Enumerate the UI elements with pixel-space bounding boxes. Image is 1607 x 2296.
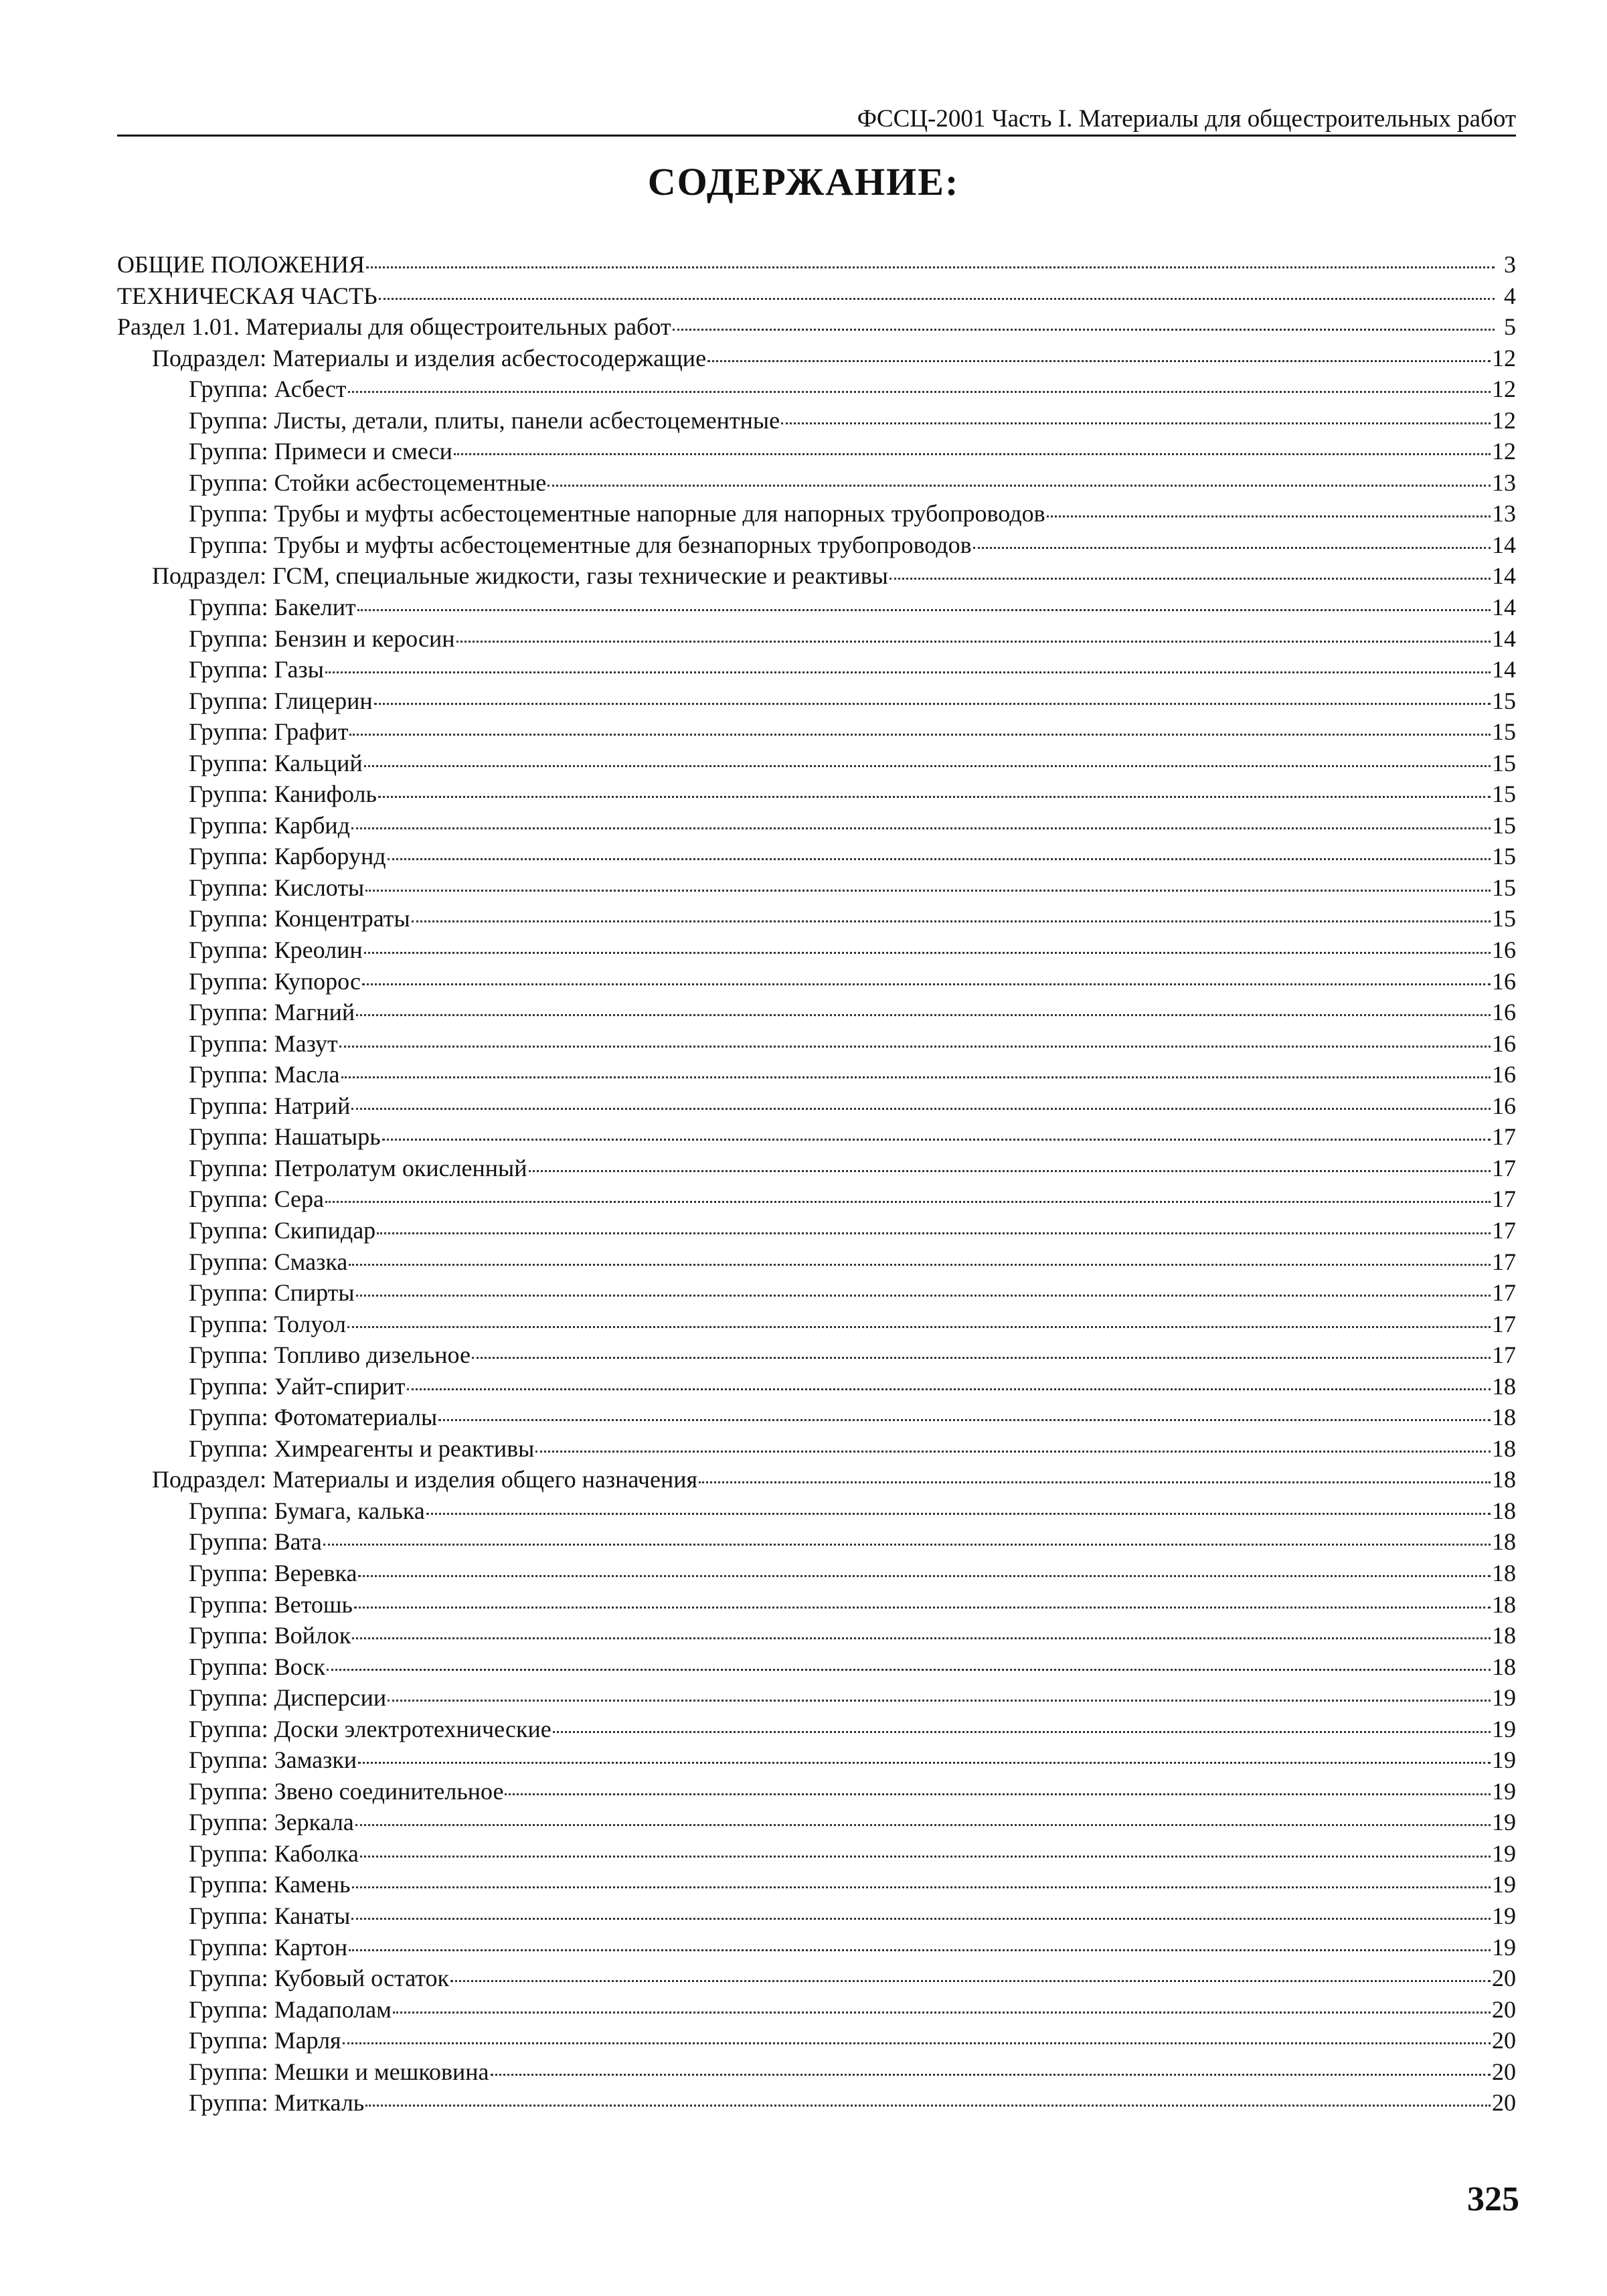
dot-leader xyxy=(343,2042,1491,2044)
toc-entry[interactable] xyxy=(117,1900,1516,1932)
toc-entry-page: 15 xyxy=(1492,781,1516,808)
toc-entry-label: Группа: Топливо дизельное xyxy=(189,1341,471,1369)
toc-entry-label: Группа: Звено соединительное xyxy=(189,1777,504,1805)
toc-entry[interactable] xyxy=(117,1464,1516,1495)
dot-leader xyxy=(323,1544,1491,1546)
dot-leader xyxy=(349,1264,1491,1266)
toc-entry[interactable] xyxy=(117,1526,1516,1558)
dot-leader xyxy=(349,734,1491,736)
toc-entry-page: 20 xyxy=(1492,1995,1516,2023)
dot-leader xyxy=(366,266,1495,268)
dot-leader xyxy=(347,1326,1491,1328)
dot-leader xyxy=(355,1824,1491,1826)
toc-entry-label: Группа: Мадаполам xyxy=(189,1995,392,2023)
toc-entry-page: 20 xyxy=(1492,2027,1516,2054)
toc-entry[interactable] xyxy=(117,592,1516,623)
toc-entry[interactable] xyxy=(117,1620,1516,1651)
toc-entry-page: 12 xyxy=(1492,406,1516,434)
toc-entry[interactable] xyxy=(117,1994,1516,2026)
toc-entry-page: 17 xyxy=(1492,1279,1516,1307)
dot-leader xyxy=(365,890,1491,892)
toc-entry[interactable] xyxy=(117,1246,1516,1278)
toc-entry[interactable] xyxy=(117,1651,1516,1683)
toc-entry[interactable] xyxy=(117,654,1516,685)
dot-leader xyxy=(673,329,1495,331)
toc-entry-label: Подраздел: Материалы и изделия асбестосодержащие xyxy=(152,344,707,372)
dot-leader xyxy=(529,1170,1491,1172)
toc-entry[interactable] xyxy=(117,966,1516,997)
toc-entry-page: 18 xyxy=(1492,1434,1516,1462)
toc-entry-page: 18 xyxy=(1492,1622,1516,1649)
toc-entry-label: Группа: Кальций xyxy=(189,749,363,776)
toc-entry-label: Группа: Канифоль xyxy=(189,781,377,808)
toc-entry-page: 18 xyxy=(1492,1466,1516,1493)
toc-entry-label: Подраздел: ГСМ, специальные жидкости, газы технические и реактивы xyxy=(152,562,888,590)
dot-leader xyxy=(456,641,1491,643)
toc-entry-page: 17 xyxy=(1492,1341,1516,1369)
toc-entry[interactable] xyxy=(117,249,1516,280)
dot-leader xyxy=(348,391,1491,393)
toc-entry-label: Раздел 1.01. Материалы для общестроительных работ xyxy=(117,313,671,341)
dot-leader xyxy=(356,1014,1491,1016)
toc-entry-page: 16 xyxy=(1492,967,1516,995)
toc-entry-page: 12 xyxy=(1492,438,1516,465)
toc-entry-label: Группа: Толуол xyxy=(189,1310,346,1337)
toc-entry[interactable] xyxy=(117,1371,1516,1402)
toc-entry[interactable] xyxy=(117,1714,1516,1745)
dot-leader xyxy=(374,703,1491,705)
toc-entry-page: 20 xyxy=(1492,2089,1516,2117)
page-title: СОДЕРЖАНИЕ: xyxy=(647,160,960,203)
dot-leader xyxy=(393,2012,1491,2014)
dot-leader xyxy=(781,422,1491,424)
toc-entry-label: Группа: Нашатырь xyxy=(189,1123,381,1151)
toc-entry-label: Группа: Химреагенты и реактивы xyxy=(189,1434,535,1462)
toc-entry[interactable] xyxy=(117,1309,1516,1340)
toc-entry[interactable] xyxy=(117,810,1516,841)
dot-leader xyxy=(362,983,1491,985)
dot-leader xyxy=(352,1637,1491,1639)
toc-entry-page: 15 xyxy=(1492,687,1516,714)
toc-entry-label: Группа: Скипидар xyxy=(189,1216,376,1244)
dot-leader xyxy=(365,2105,1491,2107)
toc-entry[interactable] xyxy=(117,997,1516,1028)
toc-entry[interactable] xyxy=(117,1558,1516,1589)
toc-entry-page: 17 xyxy=(1492,1216,1516,1244)
toc-entry-label: Группа: Каболка xyxy=(189,1839,359,1867)
toc-entry-page: 14 xyxy=(1492,625,1516,652)
toc-entry[interactable] xyxy=(117,934,1516,966)
toc-entry-label: Группа: Глицерин xyxy=(189,687,373,714)
toc-entry[interactable] xyxy=(117,374,1516,405)
toc-entry-label: Группа: Смазка xyxy=(189,1248,348,1275)
toc-entry[interactable] xyxy=(117,1744,1516,1776)
toc-entry-label: Группа: Замазки xyxy=(189,1746,357,1774)
toc-entry-label: Группа: Карборунд xyxy=(189,843,386,870)
toc-entry[interactable] xyxy=(117,903,1516,934)
page-number: 325 xyxy=(1467,2180,1519,2218)
toc-entry-page: 17 xyxy=(1492,1154,1516,1181)
toc-entry-label: Группа: Войлок xyxy=(189,1622,351,1649)
toc-entry-page: 18 xyxy=(1492,1404,1516,1431)
toc-entry[interactable] xyxy=(117,1932,1516,1963)
dot-leader xyxy=(407,1388,1491,1390)
toc-entry-label: Группа: Вата xyxy=(189,1528,322,1556)
toc-entry-label: Группа: Купорос xyxy=(189,967,361,995)
toc-entry[interactable] xyxy=(117,716,1516,748)
dot-leader xyxy=(364,952,1491,954)
toc-entry-label: Группа: Камень xyxy=(189,1871,351,1898)
toc-entry-label: Группа: Картон xyxy=(189,1933,348,1961)
toc-entry[interactable] xyxy=(117,1495,1516,1527)
toc-entry-label: Группа: Примеси и смеси xyxy=(189,438,452,465)
toc-entry[interactable] xyxy=(117,685,1516,717)
toc-entry-label: Группа: Веревка xyxy=(189,1559,357,1586)
dot-leader xyxy=(378,796,1491,798)
dot-leader xyxy=(358,1762,1491,1764)
dot-leader xyxy=(1047,515,1491,517)
dot-leader xyxy=(325,1201,1491,1203)
toc-entry[interactable] xyxy=(117,498,1516,529)
toc-entry-page: 19 xyxy=(1492,1684,1516,1712)
toc-entry-page: 15 xyxy=(1492,843,1516,870)
toc-entry[interactable] xyxy=(117,280,1516,312)
toc-entry-page: 15 xyxy=(1492,874,1516,901)
toc-entry-label: Группа: Бензин и керосин xyxy=(189,625,455,652)
toc-entry-label: Группа: Трубы и муфты асбестоцементные напорные для напорных трубопроводов xyxy=(189,500,1045,527)
toc-entry-page: 13 xyxy=(1492,500,1516,527)
toc-entry-label: Группа: Листы, детали, плиты, панели асбестоцементные xyxy=(189,406,780,434)
toc-entry-label: Группа: Магний xyxy=(189,999,355,1026)
toc-entry[interactable] xyxy=(117,1963,1516,1994)
dot-leader xyxy=(351,827,1491,829)
toc-entry-label: Группа: Кубовый остаток xyxy=(189,1965,450,1992)
toc-entry[interactable] xyxy=(117,623,1516,655)
toc-entry-label: Группа: Карбид xyxy=(189,811,350,839)
toc-entry-label: Группа: Петролатум окисленный xyxy=(189,1154,527,1181)
toc-entry[interactable] xyxy=(117,872,1516,904)
toc-entry-page: 12 xyxy=(1492,376,1516,403)
dot-leader xyxy=(890,578,1491,580)
toc-entry-label: Группа: Графит xyxy=(189,718,349,746)
toc-entry-page: 14 xyxy=(1492,531,1516,558)
toc-entry-label: ОБЩИЕ ПОЛОЖЕНИЯ xyxy=(117,251,365,278)
toc-entry-page: 19 xyxy=(1492,1902,1516,1929)
toc-entry-page: 18 xyxy=(1492,1372,1516,1400)
toc-entry-label: Группа: Спирты xyxy=(189,1279,355,1307)
dot-leader xyxy=(553,1731,1491,1733)
toc-entry-label: Группа: Трубы и муфты асбестоцементные для безнапорных трубопроводов xyxy=(189,531,972,558)
toc-entry-page: 14 xyxy=(1492,594,1516,621)
toc-entry-page: 18 xyxy=(1492,1590,1516,1618)
toc-entry[interactable] xyxy=(117,560,1516,592)
toc-entry-page: 16 xyxy=(1492,936,1516,964)
dot-leader xyxy=(379,298,1495,300)
toc-entry-label: Группа: Канаты xyxy=(189,1902,351,1929)
running-header-text: ФССЦ-2001 Часть I. Материалы для общестроительных работ xyxy=(857,105,1516,133)
toc-entry[interactable] xyxy=(117,1776,1516,1807)
toc-entry-label: Группа: Воск xyxy=(189,1653,325,1680)
toc-entry-label: Группа: Асбест xyxy=(189,376,347,403)
toc-entry-page: 15 xyxy=(1492,811,1516,839)
toc-entry[interactable] xyxy=(117,1028,1516,1060)
toc-entry-label: Группа: Бакелит xyxy=(189,594,356,621)
toc-entry-label: Группа: Сера xyxy=(189,1185,324,1213)
toc-entry-label: Группа: Миткаль xyxy=(189,2089,365,2117)
dot-leader xyxy=(388,858,1491,860)
toc-entry-label: Группа: Натрий xyxy=(189,1092,351,1119)
dot-leader xyxy=(699,1481,1491,1483)
toc-entry[interactable] xyxy=(117,529,1516,561)
toc-entry-page: 19 xyxy=(1492,1871,1516,1898)
toc-entry-label: Подраздел: Материалы и изделия общего назначения xyxy=(152,1466,698,1493)
toc-entry[interactable] xyxy=(117,1807,1516,1838)
toc-entry[interactable] xyxy=(117,405,1516,436)
toc-entry[interactable] xyxy=(117,778,1516,810)
toc-entry-page: 5 xyxy=(1504,313,1516,341)
toc-entry-page: 19 xyxy=(1492,1715,1516,1742)
dot-leader xyxy=(327,1669,1491,1671)
dot-leader xyxy=(491,2074,1491,2076)
toc-entry-page: 20 xyxy=(1492,2058,1516,2085)
toc-entry-page: 15 xyxy=(1492,718,1516,746)
toc-entry-page: 17 xyxy=(1492,1248,1516,1275)
toc-entry-page: 4 xyxy=(1504,282,1516,309)
toc-entry[interactable] xyxy=(117,2087,1516,2119)
toc-entry[interactable] xyxy=(117,343,1516,374)
dot-leader xyxy=(505,1793,1491,1795)
toc-entry-label: Группа: Стойки асбестоцементные xyxy=(189,469,547,496)
toc-entry-label: Группа: Марля xyxy=(189,2027,341,2054)
dot-leader xyxy=(360,1856,1491,1858)
toc-entry-page: 14 xyxy=(1492,562,1516,590)
toc-entry[interactable] xyxy=(117,436,1516,467)
toc-entry[interactable] xyxy=(117,748,1516,779)
toc-entry-page: 17 xyxy=(1492,1185,1516,1213)
toc-entry-label: Группа: Фотоматериалы xyxy=(189,1404,438,1431)
toc-entry-page: 16 xyxy=(1492,1061,1516,1088)
toc-entry-label: Группа: Креолин xyxy=(189,936,363,964)
toc-entry[interactable] xyxy=(117,1838,1516,1870)
toc-entry-label: Группа: Уайт-спирит xyxy=(189,1372,406,1400)
dot-leader xyxy=(438,1419,1491,1421)
dot-leader xyxy=(351,1918,1491,1920)
dot-leader xyxy=(364,765,1491,767)
toc-entry-page: 16 xyxy=(1492,1092,1516,1119)
dot-leader xyxy=(707,360,1491,362)
toc-entry[interactable] xyxy=(117,1589,1516,1621)
dot-leader xyxy=(973,547,1491,549)
toc-entry-page: 18 xyxy=(1492,1653,1516,1680)
toc-entry[interactable] xyxy=(117,1153,1516,1184)
toc-entry-label: Группа: Дисперсии xyxy=(189,1684,387,1712)
toc-entry-label: Группа: Мешки и мешковина xyxy=(189,2058,489,2085)
dot-leader xyxy=(341,1076,1491,1078)
dot-leader xyxy=(426,1513,1491,1515)
toc-entry-page: 12 xyxy=(1492,344,1516,372)
dot-leader xyxy=(377,1232,1491,1234)
toc-entry-page: 3 xyxy=(1504,251,1516,278)
dot-leader xyxy=(547,485,1491,487)
toc-entry-page: 17 xyxy=(1492,1123,1516,1151)
toc-entry-page: 17 xyxy=(1492,1310,1516,1337)
toc-entry-page: 16 xyxy=(1492,1030,1516,1057)
toc-entry-label: Группа: Бумага, калька xyxy=(189,1497,425,1524)
toc-entry-page: 15 xyxy=(1492,905,1516,932)
dot-leader xyxy=(357,609,1491,611)
toc-entry-page: 16 xyxy=(1492,999,1516,1026)
dot-leader xyxy=(356,1295,1491,1297)
toc-entry-page: 14 xyxy=(1492,656,1516,683)
dot-leader xyxy=(535,1451,1491,1453)
dot-leader xyxy=(454,453,1491,455)
toc-entry[interactable] xyxy=(117,1090,1516,1122)
toc-entry-page: 19 xyxy=(1492,1839,1516,1867)
toc-entry[interactable] xyxy=(117,311,1516,343)
dot-leader xyxy=(412,920,1491,922)
toc-entry-label: Группа: Ветошь xyxy=(189,1590,353,1618)
dot-leader xyxy=(325,671,1491,673)
toc-entry-page: 13 xyxy=(1492,469,1516,496)
toc-entry[interactable] xyxy=(117,841,1516,872)
toc-entry[interactable] xyxy=(117,1402,1516,1433)
toc-entry[interactable] xyxy=(117,1183,1516,1215)
toc-entry-page: 18 xyxy=(1492,1497,1516,1524)
toc-entry-page: 20 xyxy=(1492,1965,1516,1992)
toc-entry[interactable] xyxy=(117,1121,1516,1153)
dot-leader xyxy=(351,1108,1491,1110)
toc-entry-label: ТЕХНИЧЕСКАЯ ЧАСТЬ xyxy=(117,282,377,309)
dot-leader xyxy=(358,1575,1491,1577)
toc-entry-page: 19 xyxy=(1492,1933,1516,1961)
toc-entry[interactable] xyxy=(117,1682,1516,1714)
toc-entry-label: Группа: Газы xyxy=(189,656,324,683)
toc-entry-page: 18 xyxy=(1492,1559,1516,1586)
dot-leader xyxy=(339,1046,1491,1048)
dot-leader xyxy=(450,1980,1491,1982)
toc-entry[interactable] xyxy=(117,467,1516,499)
toc-entry[interactable] xyxy=(117,2056,1516,2088)
dot-leader xyxy=(382,1139,1491,1141)
toc-entry-label: Группа: Мазут xyxy=(189,1030,338,1057)
dot-leader xyxy=(472,1357,1491,1359)
toc-entry-page: 15 xyxy=(1492,749,1516,776)
toc-entry[interactable] xyxy=(117,1339,1516,1371)
toc-entry[interactable] xyxy=(117,1433,1516,1465)
toc-entry[interactable] xyxy=(117,1869,1516,1900)
dot-leader xyxy=(388,1700,1491,1702)
toc-entry-page: 19 xyxy=(1492,1777,1516,1805)
toc-entry[interactable] xyxy=(117,2025,1516,2056)
toc-entry[interactable] xyxy=(117,1215,1516,1246)
table-of-contents xyxy=(117,249,1516,2119)
dot-leader xyxy=(349,1949,1491,1951)
toc-entry-page: 19 xyxy=(1492,1746,1516,1774)
toc-entry-label: Группа: Концентраты xyxy=(189,905,410,932)
dot-leader xyxy=(352,1886,1491,1888)
toc-entry[interactable] xyxy=(117,1059,1516,1090)
toc-entry[interactable] xyxy=(117,1277,1516,1309)
toc-entry-label: Группа: Масла xyxy=(189,1061,340,1088)
toc-entry-page: 18 xyxy=(1492,1528,1516,1556)
toc-entry-label: Группа: Зеркала xyxy=(189,1809,354,1836)
dot-leader xyxy=(354,1607,1491,1609)
running-header xyxy=(117,106,1516,137)
toc-entry-label: Группа: Кислоты xyxy=(189,874,365,901)
toc-entry-label: Группа: Доски электротехнические xyxy=(189,1715,552,1742)
toc-entry-page: 19 xyxy=(1492,1809,1516,1836)
